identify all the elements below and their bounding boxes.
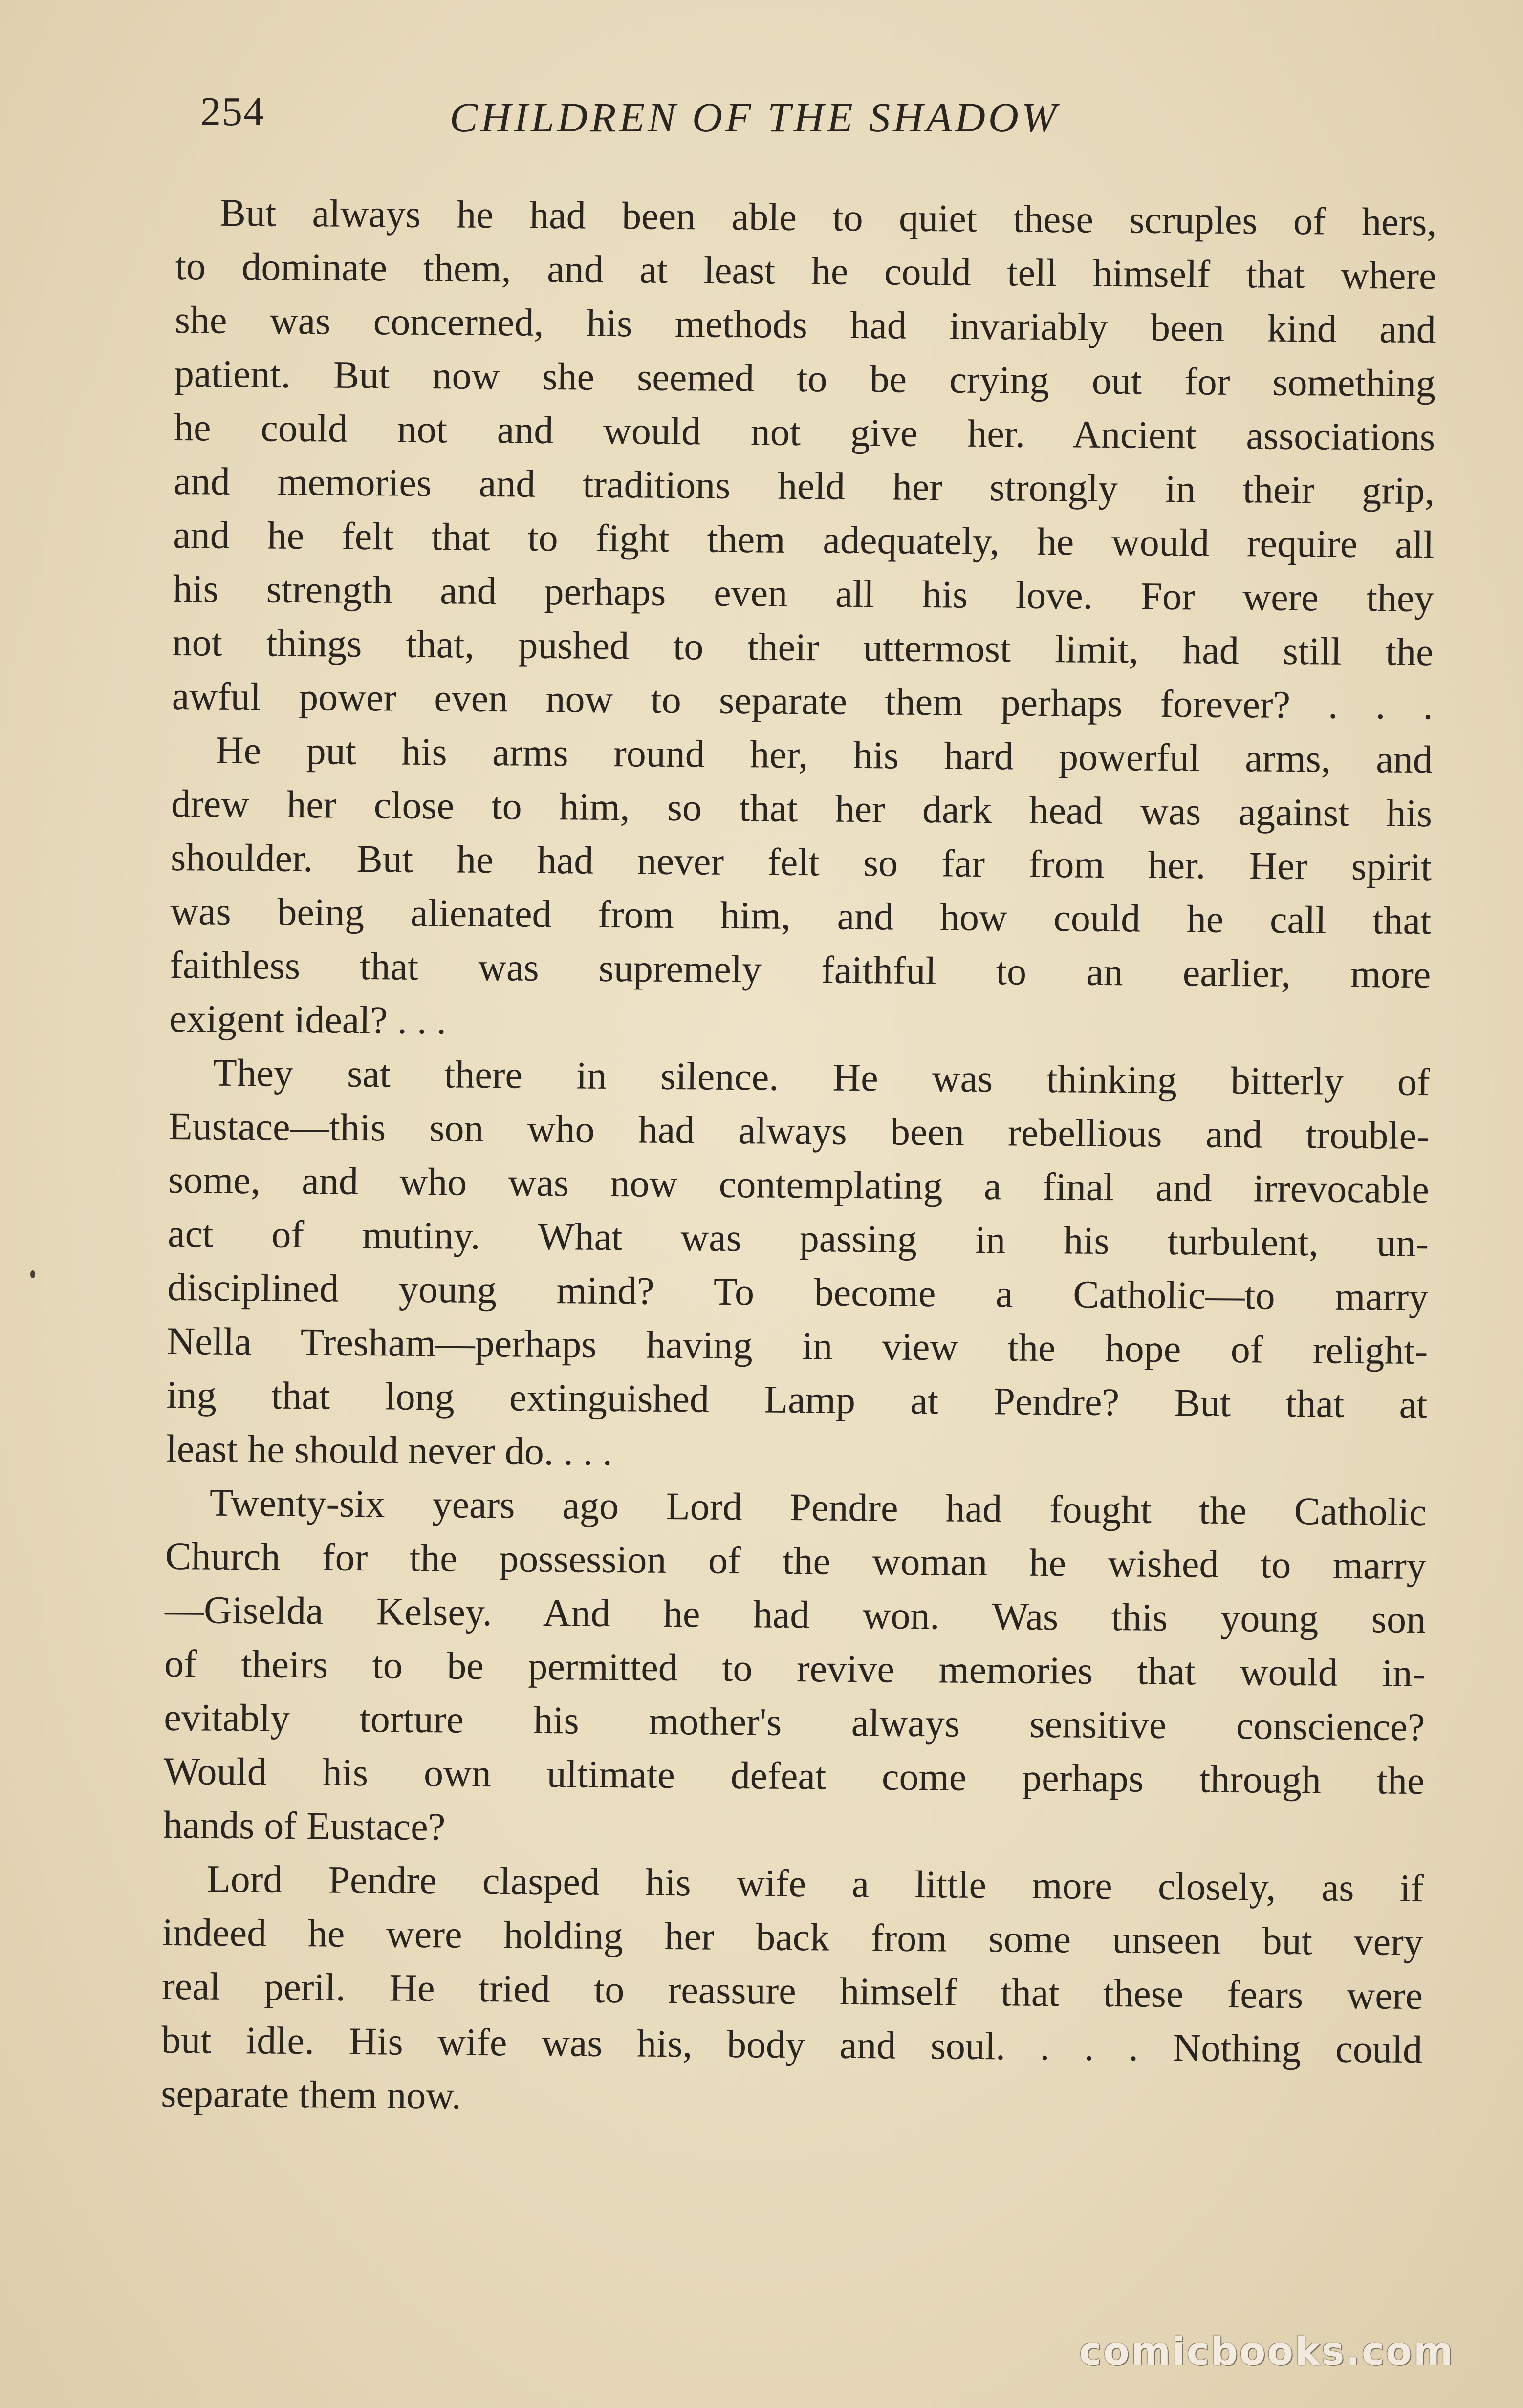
running-head: CHILDREN OF THE SHADOW [450,94,1060,141]
paper-speck [30,1270,35,1278]
text-line: awful power even now to separate them perhaps forever? . . . [172,674,1434,728]
text-line: He put his arms round her, his hard powerful arms, and [215,729,1433,782]
text-line: But always he had been able to quiet these scruples of hers, [219,191,1437,244]
text-line: patient. But now she seemed to be crying out for something [174,352,1436,406]
text-line: Eustace—this son who had always been rebellious and trouble- [168,1104,1430,1158]
text-line: not things that, pushed to their uttermost limit, had still the [172,621,1434,674]
text-line: but idle. His wife was his, body and soul. . . . Nothing could [161,2018,1423,2072]
page-number: 254 [200,89,265,134]
text-line: exigent ideal? . . . [169,997,447,1043]
text-line: and he felt that to fight them adequately, he would require all [173,513,1435,567]
text-line: —Giselda Kelsey. And he had won. Was this young son [164,1588,1426,1642]
text-line: she was concerned, his methods had invariably been kind and [174,298,1436,352]
body-text [161,186,1437,2130]
text-line: least he should never do. . . . [166,1427,613,1474]
text-line: They sat there in silence. He was thinking bitterly of [213,1051,1431,1104]
text-line: shoulder. But he had never felt so far from her. Her spirit [170,836,1432,889]
text-line: of theirs to be permitted to revive memories that would in- [164,1642,1426,1696]
text-line: Lord Pendre clasped his wife a little more closely, as if [206,1857,1424,1911]
text-line: to dominate them, and at least he could tell himself that where [175,244,1436,298]
text-line: disciplined young mind? To become a Catholic—to marry [167,1266,1429,1319]
text-line: indeed he were holding her back from some unseen but very [162,1911,1424,1964]
text-line: Church for the possession of the woman he wished to marry [165,1534,1427,1588]
text-line: he could not and would not give her. Ancient associations [174,406,1436,459]
watermark: comicbooks.com [1079,2330,1455,2374]
text-line: hands of Eustace? [163,1803,446,1849]
text-line: faithless that was supremely faithful to an earlier, more [170,943,1431,997]
text-line: real peril. He tried to reassure himself that these fears were [161,1964,1423,2018]
text-line: ing that long extinguished Lamp at Pendre? But that at [166,1373,1428,1427]
text-line: his strength and perhaps even all his love. For were they [173,567,1434,621]
text-line: act of mutiny. What was passing in his turbulent, un- [167,1212,1429,1266]
text-line: separate them now. [160,2072,462,2118]
text-line: was being alienated from him, and how could he call that [170,889,1432,943]
text-line: Twenty-six years ago Lord Pendre had fought the Catholic [209,1481,1427,1534]
text-line: some, and who was now contemplating a final and irrevocable [168,1158,1430,1212]
text-line: Would his own ultimate defeat come perhaps through the [163,1749,1425,1803]
text-line: evitably torture his mother's always sensitive conscience? [164,1696,1425,1749]
text-line: and memories and traditions held her strongly in their grip, [173,459,1435,513]
text-line: Nella Tresham—perhaps having in view the hope of relight- [167,1319,1428,1373]
text-line: drew her close to him, so that her dark head was against his [171,782,1433,836]
